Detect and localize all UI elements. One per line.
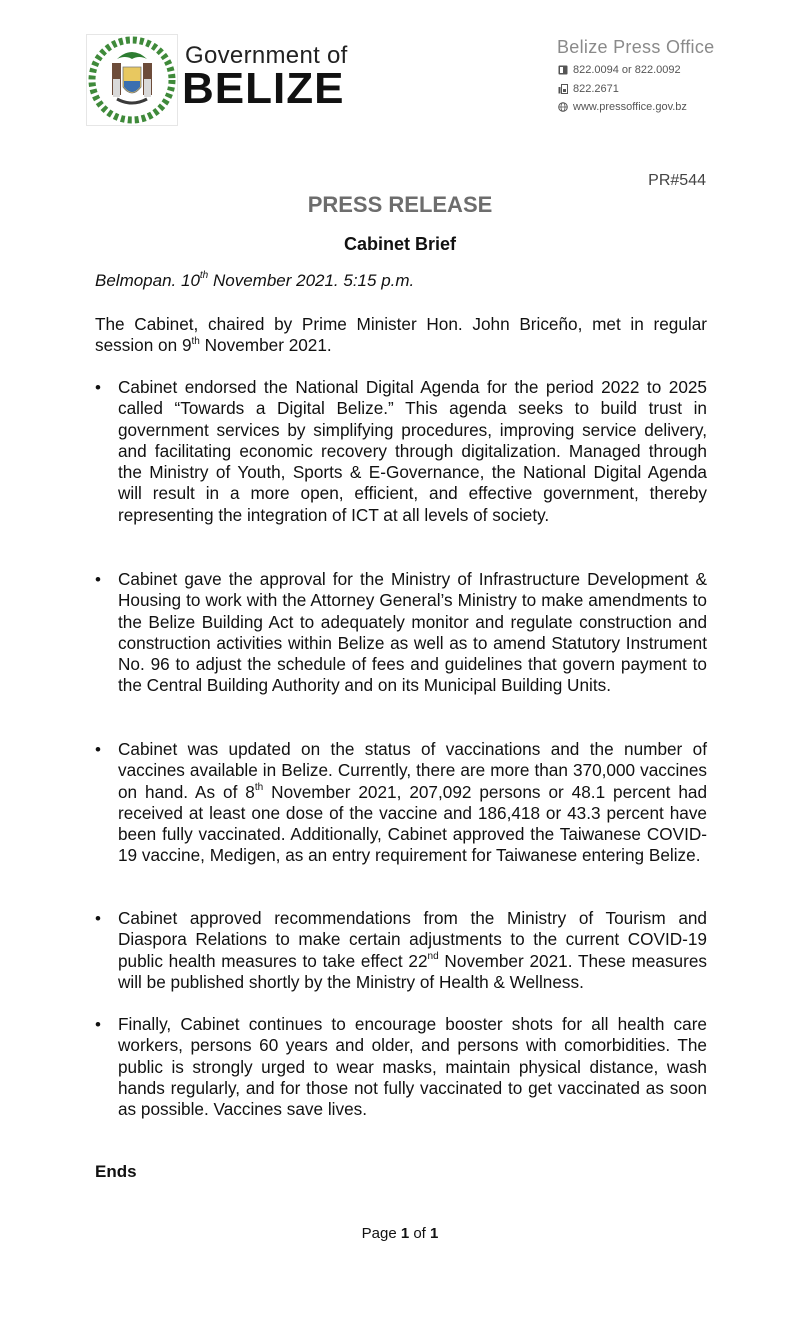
ends-marker: Ends [95, 1162, 137, 1181]
bullet-text [118, 908, 707, 993]
phone-numbers: 822.0094 or 822.0092 [573, 64, 681, 76]
bullet-text: Cabinet gave the approval for the Ministry of Infrastructure Development & Housing to work with the Attorney General’s Ministry to make amendments to the Belize Building Act to adequately monitor and regulate construction and construction activities within Belize as well as to amend Statutory Instrument No. 96 to adjust the schedule of fees and guidelines that govern payment to the Central Building Authority and on its Municipal Building Units. [118, 569, 707, 696]
bullet-item [95, 908, 707, 993]
bullet-icon: • [95, 1015, 101, 1034]
belize-wordmark: BELIZE [182, 64, 345, 113]
dateline-place-date: Belmopan. 10 [95, 271, 200, 290]
ordinal-suffix: th [191, 335, 200, 347]
ordinal-suffix: nd [427, 950, 439, 962]
dateline-rest: November 2021. 5:15 p.m. [208, 271, 415, 290]
intro-text-end: November 2021. [199, 335, 332, 356]
dateline [95, 271, 414, 291]
bullet-text: Finally, Cabinet continues to encourage booster shots for all health care workers, persons 60 years and older, and persons with comorbidities. The public is strongly urged to wear masks, maintain physical distance, wash hands regularly, and for those not fully vaccinated to get vaccinated as soon as possible. Vaccines save lives. [118, 1014, 707, 1120]
bullet-item [95, 377, 707, 526]
press-release-number: PR#544 [648, 172, 706, 189]
bullet-text-part: Cabinet approved recommendations from the Ministry of Tourism and Diaspora Relations to make certain adjustments to the current COVID-19 public health measures to take effect 22 [118, 908, 707, 971]
government-of-label: Government of [185, 42, 348, 69]
contact-fax [558, 83, 619, 95]
intro-text: The Cabinet, chaired by Prime Minister Hon. John Briceño, met in regular session on 9 [95, 314, 707, 356]
bullet-item [95, 739, 707, 867]
bullet-text: Cabinet endorsed the National Digital Agenda for the period 2022 to 2025 called “Towards a Digital Belize.” This agenda seeks to build trust in government services by simplifying procedures, improving service delivery, and facilitating economic recovery through digitalization. Managed through the Ministry of Youth, Sports & E-Governance, the National Digital Agenda will result in a more open, efficient, and effective government, thereby representing the integration of ICT at all levels of society. [118, 377, 707, 525]
bullet-icon: • [95, 740, 101, 759]
total-pages: 1 [430, 1225, 439, 1242]
press-release-heading: PRESS RELEASE [307, 192, 493, 217]
bullet-text [118, 739, 707, 867]
bullet-item [95, 1014, 707, 1120]
bullet-item [95, 569, 707, 697]
bullet-text-part: November 2021. These measures will be published shortly by the Ministry of Health & Wellness. [118, 950, 707, 992]
document-title: Cabinet Brief [343, 234, 457, 254]
ordinal-suffix: th [254, 781, 264, 793]
fax-icon [558, 84, 568, 94]
website-link[interactable]: www.pressoffice.gov.bz [573, 101, 687, 113]
bullet-text-part: Cabinet was updated on the status of vaccinations and the number of vaccines available in Belize. Currently, there are more than 370,000 vaccines on hand. As of 8 [118, 739, 707, 802]
coat-of-arms-logo [86, 34, 178, 126]
page-footer [0, 1225, 800, 1242]
page-label: Page [361, 1225, 401, 1242]
contact-phone [558, 64, 681, 76]
current-page: 1 [400, 1225, 410, 1242]
bullet-icon: • [95, 909, 101, 928]
ordinal-suffix: th [199, 270, 209, 282]
bullet-icon: • [95, 378, 101, 397]
press-office-name: Belize Press Office [557, 37, 715, 57]
bullet-text-part: November 2021, 207,092 persons or 48.1 percent had received at least one dose of the vaccine and 186,418 or 43.3 percent have been fully vaccinated. Additionally, Cabinet approved the Taiwanese COVID-19 vaccine, Medigen, as an entry requirement for Taiwanese entering Belize. [118, 781, 707, 866]
intro-paragraph [95, 314, 707, 357]
globe-icon [558, 102, 568, 112]
of-label: of [409, 1225, 431, 1242]
phone-icon [558, 65, 568, 75]
contact-website[interactable] [558, 101, 687, 113]
fax-number: 822.2671 [573, 83, 619, 95]
coat-of-arms-icon [87, 35, 177, 125]
bullet-icon: • [95, 570, 101, 589]
